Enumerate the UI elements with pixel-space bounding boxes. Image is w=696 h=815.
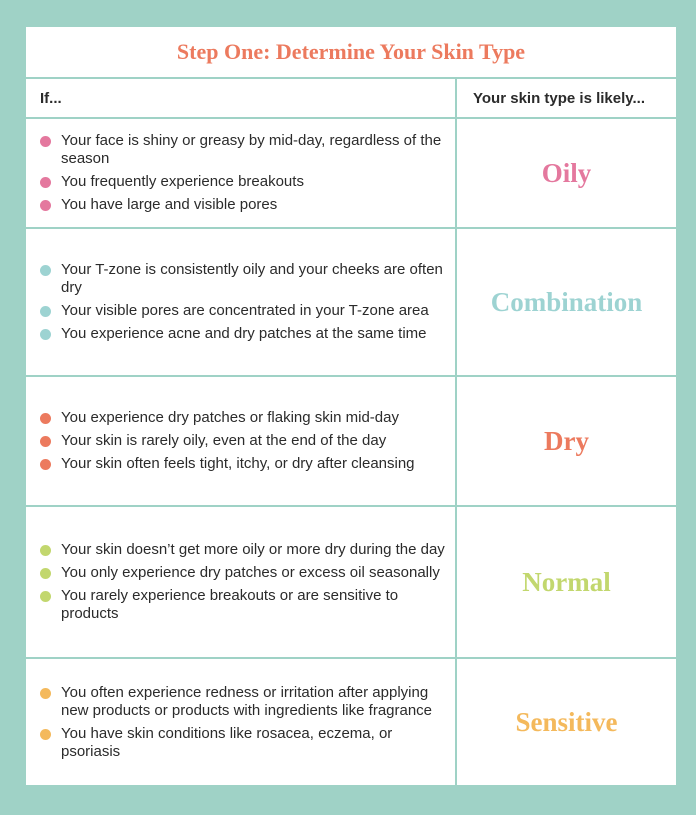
condition-text: You only experience dry patches or excess oil seasonally xyxy=(61,564,440,581)
condition-list xyxy=(26,541,455,623)
condition-text: You frequently experience breakouts xyxy=(61,173,304,190)
bullet-dot-icon xyxy=(40,591,51,602)
conditions-cell xyxy=(26,228,456,376)
skin-type-combination: Combination xyxy=(456,228,676,376)
skin-type-oily: Oily xyxy=(456,118,676,228)
list-item xyxy=(40,684,455,720)
list-item xyxy=(40,455,455,473)
conditions-cell xyxy=(26,658,456,786)
condition-list xyxy=(26,261,455,343)
list-item xyxy=(40,325,455,343)
list-item xyxy=(40,261,455,297)
condition-text: Your skin is rarely oily, even at the end of the day xyxy=(61,432,387,449)
condition-text: Your face is shiny or greasy by mid-day, regardless of the season xyxy=(61,132,442,167)
condition-text: You often experience redness or irritation after applying new products or products with ingredients like fragrance xyxy=(61,684,433,719)
condition-text: You have skin conditions like rosacea, eczema, or psoriasis xyxy=(61,725,393,760)
conditions-cell xyxy=(26,118,456,228)
bullet-dot-icon xyxy=(40,306,51,317)
list-item xyxy=(40,725,455,761)
skin-type-normal: Normal xyxy=(456,506,676,658)
condition-text: Your T-zone is consistently oily and your cheeks are often dry xyxy=(61,261,443,296)
condition-text: Your skin doesn’t get more oily or more dry during the day xyxy=(61,541,445,558)
condition-text: You rarely experience breakouts or are sensitive to products xyxy=(61,587,399,622)
table-row-dry xyxy=(26,376,676,506)
condition-list xyxy=(26,409,455,473)
list-item xyxy=(40,132,455,168)
skin-type-table xyxy=(26,77,676,786)
list-item xyxy=(40,173,455,191)
bullet-dot-icon xyxy=(40,459,51,470)
list-item xyxy=(40,432,455,450)
bullet-dot-icon xyxy=(40,436,51,447)
skin-type-card xyxy=(26,27,676,785)
column-header-result: Your skin type is likely... xyxy=(456,78,676,118)
skin-type-sensitive: Sensitive xyxy=(456,658,676,786)
condition-list xyxy=(26,132,455,214)
list-item xyxy=(40,541,455,559)
bullet-dot-icon xyxy=(40,200,51,211)
list-item xyxy=(40,564,455,582)
bullet-dot-icon xyxy=(40,136,51,147)
condition-text: Your skin often feels tight, itchy, or dry after cleansing xyxy=(61,455,415,472)
condition-text: You have large and visible pores xyxy=(61,196,278,213)
condition-text: Your visible pores are concentrated in your T-zone area xyxy=(61,302,429,319)
table-row-normal xyxy=(26,506,676,658)
bullet-dot-icon xyxy=(40,177,51,188)
page-title: Step One: Determine Your Skin Type xyxy=(176,39,526,64)
bullet-dot-icon xyxy=(40,413,51,424)
bullet-dot-icon xyxy=(40,265,51,276)
list-item xyxy=(40,587,455,623)
bullet-dot-icon xyxy=(40,729,51,740)
bullet-dot-icon xyxy=(40,329,51,340)
bullet-dot-icon xyxy=(40,688,51,699)
table-row-oily xyxy=(26,118,676,228)
table-row-sensitive xyxy=(26,658,676,786)
list-item xyxy=(40,302,455,320)
list-item xyxy=(40,196,455,214)
column-header-if: If... xyxy=(26,78,456,118)
bullet-dot-icon xyxy=(40,545,51,556)
bullet-dot-icon xyxy=(40,568,51,579)
skin-type-dry: Dry xyxy=(456,376,676,506)
list-item xyxy=(40,409,455,427)
table-row-combination xyxy=(26,228,676,376)
condition-text: You experience dry patches or flaking skin mid-day xyxy=(61,409,399,426)
condition-list xyxy=(26,684,455,761)
conditions-cell xyxy=(26,376,456,506)
conditions-cell xyxy=(26,506,456,658)
condition-text: You experience acne and dry patches at the same time xyxy=(61,325,427,342)
